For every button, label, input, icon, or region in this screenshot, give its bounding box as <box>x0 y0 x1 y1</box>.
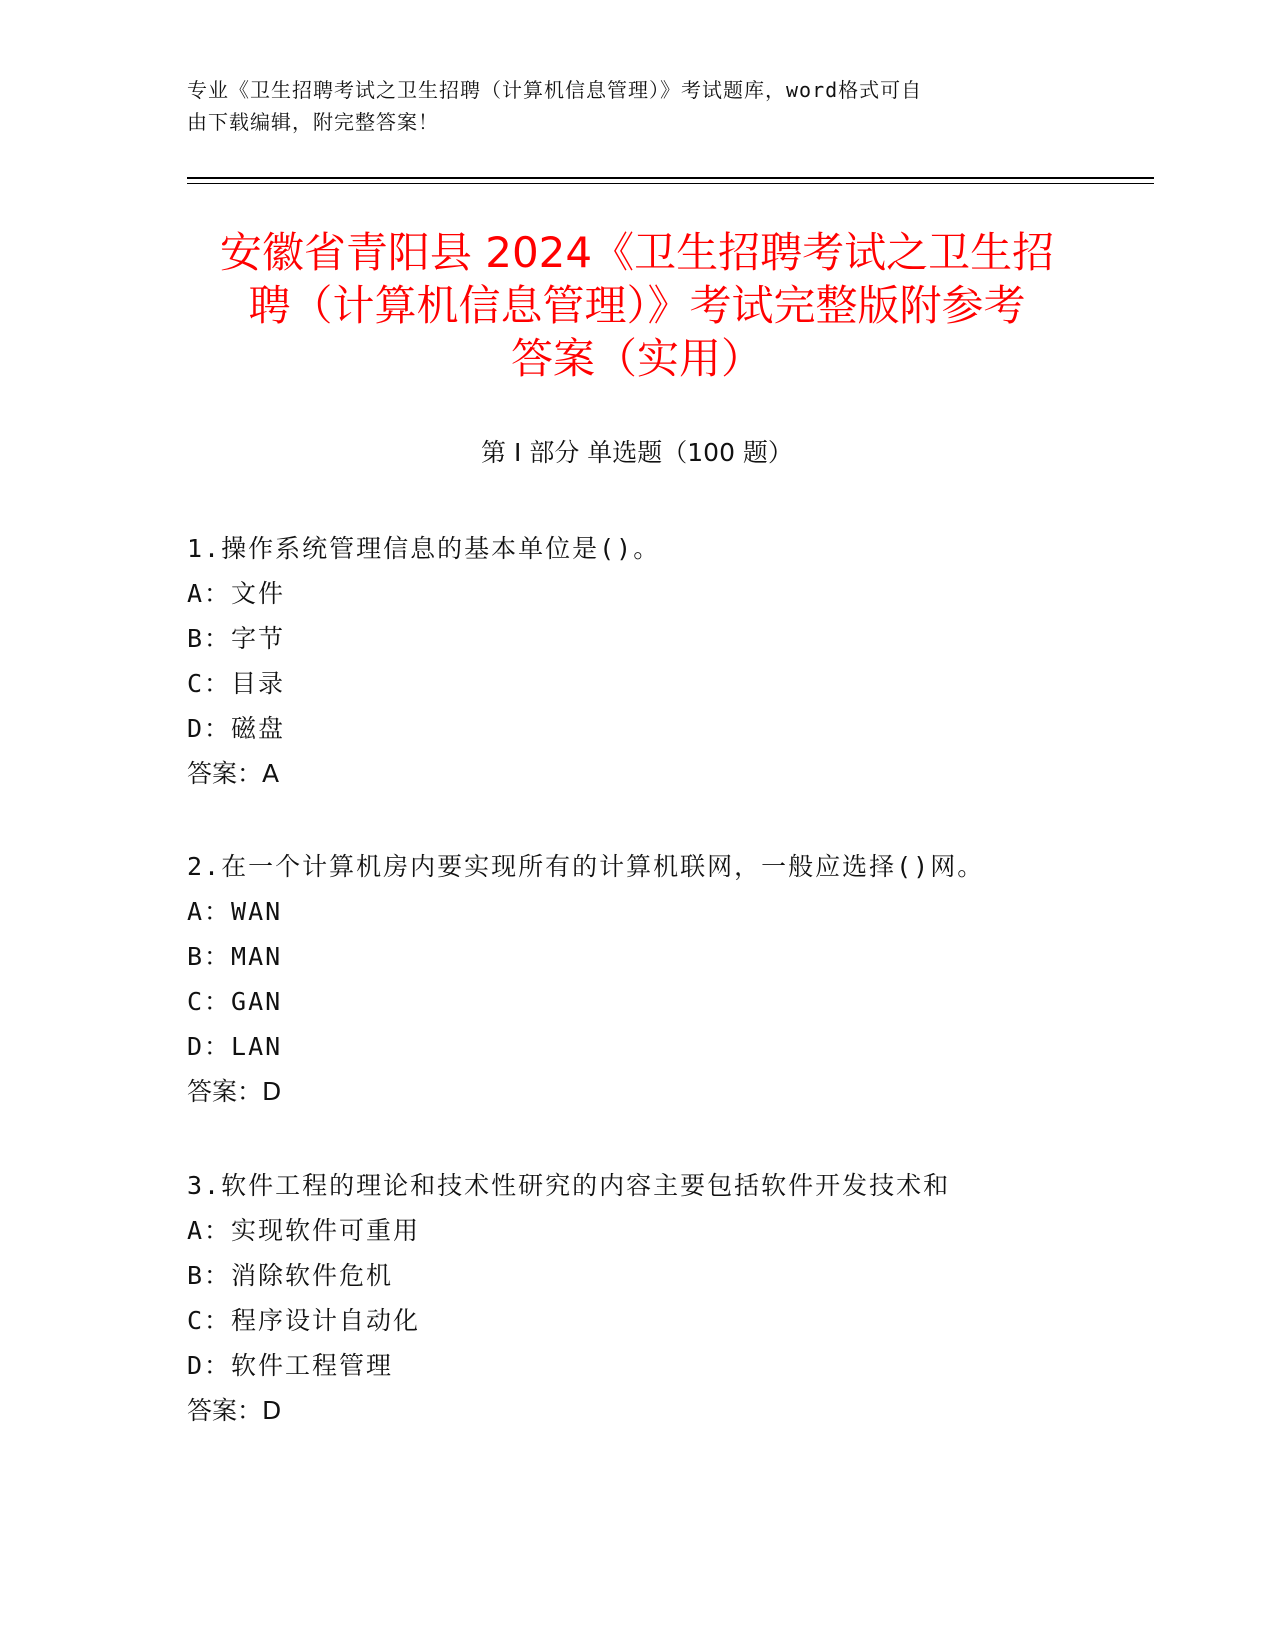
answer: 答案：D <box>187 1396 282 1425</box>
header-rule-thick <box>187 177 1154 179</box>
question-stem: 2.在一个计算机房内要实现所有的计算机联网，一般应选择()网。 <box>187 852 985 881</box>
header-note <box>187 74 1067 138</box>
option-a: A：实现软件可重用 <box>187 1216 421 1245</box>
document-title-line-1: 安徽省青阳县 2024《卫生招聘考试之卫生招 <box>219 228 1055 277</box>
header-note-line-2: 由下载编辑，附完整答案！ <box>187 110 439 134</box>
question-1 <box>187 526 1087 796</box>
option-b: B：MAN <box>187 942 283 971</box>
option-d: D：软件工程管理 <box>187 1351 394 1380</box>
document-title-line-3: 答案（实用） <box>510 334 763 383</box>
option-c: C：GAN <box>187 987 283 1016</box>
option-b: B：消除软件危机 <box>187 1261 394 1290</box>
option-a: A：WAN <box>187 897 283 926</box>
option-a: A：文件 <box>187 579 286 608</box>
header-note-line-1: 专业《卫生招聘考试之卫生招聘（计算机信息管理）》考试题库，word格式可自 <box>187 78 923 102</box>
option-c: C：程序设计自动化 <box>187 1306 421 1335</box>
option-c: C：目录 <box>187 669 286 698</box>
answer: 答案：A <box>187 759 280 788</box>
question-3 <box>187 1163 1087 1433</box>
option-d: D：磁盘 <box>187 714 286 743</box>
question-stem: 1.操作系统管理信息的基本单位是()。 <box>187 534 661 563</box>
question-2 <box>187 844 1087 1114</box>
section-title: 第 I 部分 单选题（100 题） <box>481 438 793 467</box>
option-b: B：字节 <box>187 624 286 653</box>
header-rule-thin <box>187 183 1154 184</box>
answer: 答案：D <box>187 1077 282 1106</box>
option-d: D：LAN <box>187 1032 283 1061</box>
question-stem: 3.软件工程的理论和技术性研究的内容主要包括软件开发技术和 <box>187 1171 951 1200</box>
document-title <box>187 226 1087 385</box>
document-title-line-2: 聘（计算机信息管理）》考试完整版附参考 <box>248 281 1026 330</box>
